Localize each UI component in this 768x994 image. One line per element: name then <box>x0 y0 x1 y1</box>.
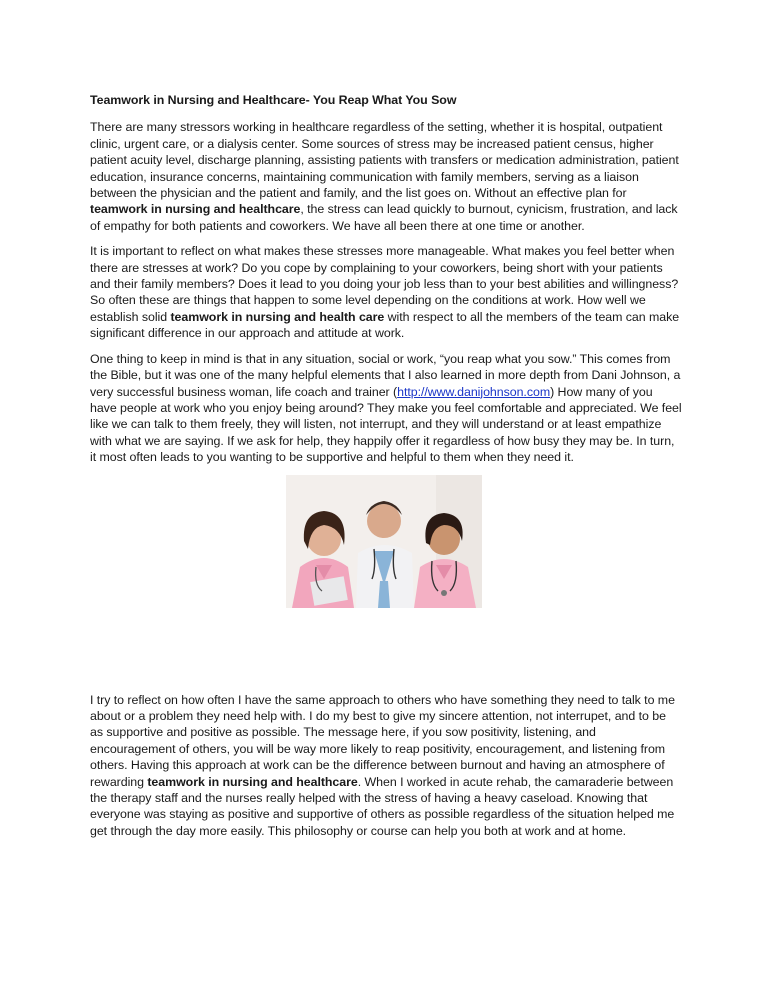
document-body <box>90 92 682 848</box>
image-spacer <box>90 608 682 692</box>
paragraph-4-text-b: . When I worked in acute rehab, the camaraderie between the therapy staff and the nurses really helped with the stress of having a heavy caseload. Knowing that everyone was staying as positive and supportive of others as possible regardless of the situation helped me get through the day more easily. This philosophy or course can help you both at work and at home. <box>90 774 675 838</box>
paragraph-1-bold-phrase: teamwork in nursing and healthcare <box>90 202 301 217</box>
paragraph-2-text-b: with respect to all the members of the team can make significant difference in our approach and attitude at work. <box>90 309 680 341</box>
paragraph-4-text-a: I try to reflect on how often I have the same approach to others who have something they need to talk to me about or a problem they need help with. I do my best to give my sincere attention, not interrupet, and to be as supportive and positive as possible. The message here, if you sow positivity, listening, and encouragement of others, you will be way more likely to reap positivity, encouragement, and listening from others. Having this approach at work can be the difference between burnout and having an atmosphere of rewarding <box>90 692 675 789</box>
document-title: Teamwork in Nursing and Healthcare- You Reap What You Sow <box>90 93 457 107</box>
paragraph-3-text-b: ) How many of you have people at work who you enjoy being around? They make you feel comfortable and appreciated. We feel like we can talk to them freely, they will listen, not interrupt, and they will understand or at least empathize with what we are saying. If we ask for help, they happily offer it regardless of how busy they may be. In turn, it most often leads to you wanting to be supportive and helpful to them when they need it. <box>90 384 682 465</box>
paragraph-3-text-a: One thing to keep in mind is that in any situation, social or work, “you reap what you sow.” This comes from the Bible, but it was one of the many helpful elements that I also learned in more depth from Dani Johnson, a very successful business woman, life coach and trainer ( <box>90 351 681 399</box>
paragraph-1-text-b: , the stress can lead quickly to burnout, cynicism, frustration, and lack of empathy for both patients and coworkers. We have all been there at one time or another. <box>90 202 678 233</box>
danijohnson-link[interactable]: http://www.danijohnson.com <box>397 384 551 399</box>
paragraph-1 <box>90 119 682 234</box>
paragraph-3 <box>90 351 682 466</box>
paragraph-4-bold-phrase: teamwork in nursing and healthcare <box>147 774 358 789</box>
medical-staff-photo <box>286 475 482 608</box>
paragraph-1-text-a: There are many stressors working in healthcare regardless of the setting, whether it is hospital, outpatient clinic, urgent care, or a dialysis center. Some sources of stress may be increased patient census, higher patient acuity level, discharge planning, assisting patients with transfers or medication administration, patient education, insurance concerns, maintaining communication with family members, serving as a liaison between the physician and the patient and family, and the list goes on. Without an effective plan for <box>90 120 679 201</box>
paragraph-4 <box>90 692 682 840</box>
paragraph-2-bold-phrase: teamwork in nursing and health care <box>170 309 385 324</box>
paragraph-2-text-a: It is important to reflect on what makes these stresses more manageable. What makes you feel better when there are stresses at work? Do you cope by complaining to your coworkers, being short with your patients and their family members? Does it lead to you doing your job less than to your best abilities and willingness? So often these are things that happen to some level depending on the conditions at work. How well we establish solid <box>90 244 679 324</box>
paragraph-2 <box>90 243 682 341</box>
photo-of-three-medical-staff-icon <box>286 475 482 608</box>
